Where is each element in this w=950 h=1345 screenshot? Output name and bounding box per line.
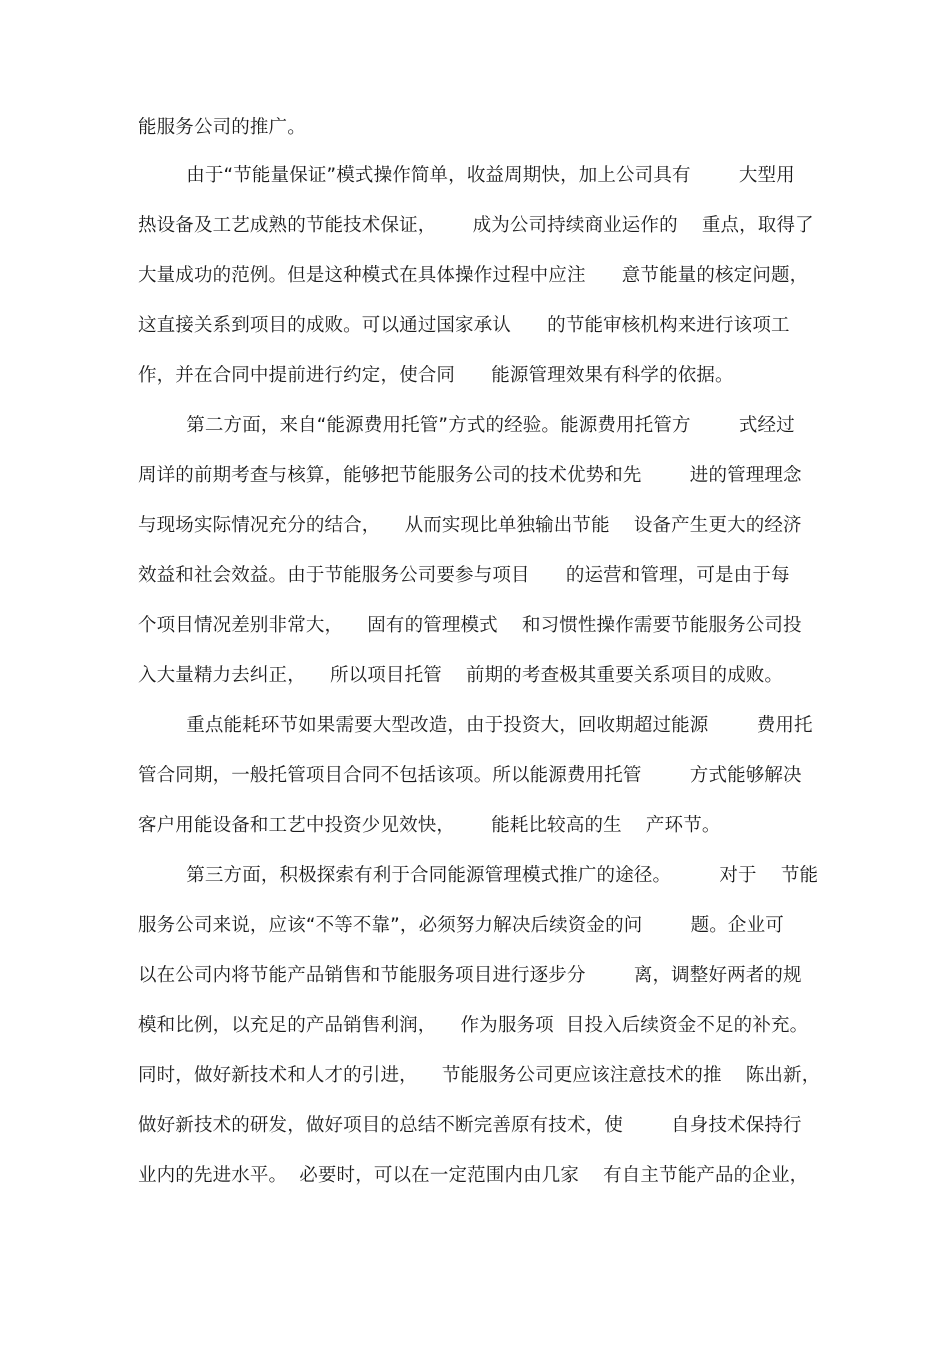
text-line: 模和比例，以充足的产品销售利润， 作为服务项 目投入后续资金不足的补充。 bbox=[138, 1015, 809, 1036]
text-line: 由于“节能量保证”模式操作简单，收益周期快，加上公司具有 大型用 bbox=[138, 165, 795, 186]
text-line: 业内的先进水平。 必要时，可以在一定范围内由几家 有自主节能产品的企业， bbox=[138, 1165, 809, 1186]
text-line: 与现场实际情况充分的结合， 从而实现比单独输出节能 设备产生更大的经济 bbox=[138, 515, 802, 536]
text-line: 入大量精力去纠正， 所以项目托管 前期的考查极其重要关系项目的成败。 bbox=[138, 665, 784, 686]
text-line: 热设备及工艺成熟的节能技术保证， 成为公司持续商业运作的 重点，取得了 bbox=[138, 215, 814, 236]
text-line: 服务公司来说，应该“不等不靠”，必须努力解决后续资金的问 题。企业可 bbox=[138, 915, 784, 936]
text-line: 重点能耗环节如果需要大型改造，由于投资大，回收期超过能源 费用托 bbox=[138, 715, 813, 736]
text-line: 管合同期，一般托管项目合同不包括该项。所以能源费用托管 方式能够解决 bbox=[138, 765, 802, 786]
text-line: 效益和社会效益。由于节能服务公司要参与项目 的运营和管理，可是由于每 bbox=[138, 565, 790, 586]
text-line: 这直接关系到项目的成败。可以通过国家承认 的节能审核机构来进行该项工 bbox=[138, 315, 790, 336]
text-line: 大量成功的范例。但是这种模式在具体操作过程中应注 意节能量的核定问题， bbox=[138, 265, 809, 286]
text-line: 第二方面，来自“能源费用托管”方式的经验。能源费用托管方 式经过 bbox=[138, 415, 795, 436]
text-line: 同时，做好新技术和人才的引进， 节能服务公司更应该注意技术的推 陈出新， bbox=[138, 1065, 821, 1086]
text-line: 做好新技术的研发，做好项目的总结不断完善原有技术，使 自身技术保持行 bbox=[138, 1115, 802, 1136]
text-line: 周详的前期考查与核算，能够把节能服务公司的技术优势和先 进的管理理念 bbox=[138, 465, 802, 486]
text-line: 以在公司内将节能产品销售和节能服务项目进行逐步分 离，调整好两者的规 bbox=[138, 965, 802, 986]
text-line: 第三方面，积极探索有利于合同能源管理模式推广的途径。 对于 节能 bbox=[138, 865, 819, 886]
text-line: 作，并在合同中提前进行约定，使合同 能源管理效果有科学的依据。 bbox=[138, 365, 734, 386]
text-line: 个项目情况差别非常大， 固有的管理模式 和习惯性操作需要节能服务公司投 bbox=[138, 615, 802, 636]
text-line: 能服务公司的推广。 bbox=[138, 117, 306, 138]
text-line: 客户用能设备和工艺中投资少见效快， 能耗比较高的生 产环节。 bbox=[138, 815, 721, 836]
